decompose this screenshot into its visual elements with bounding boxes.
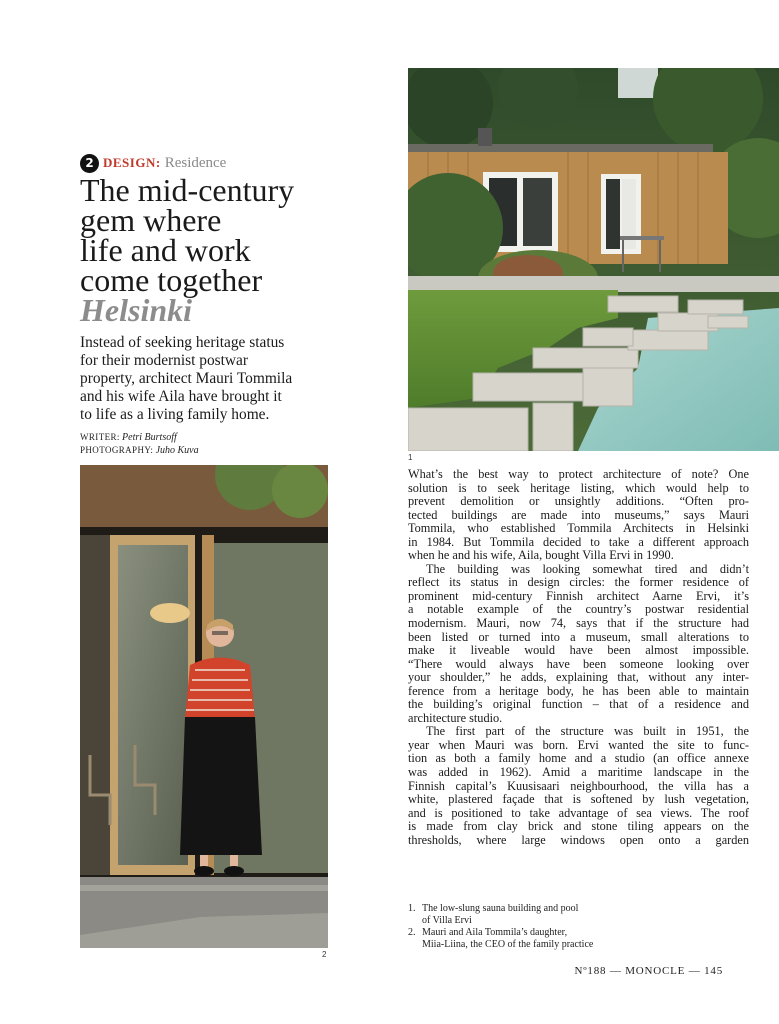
body-line: Tommila, who established Tommila Architects in Helsinki (408, 522, 749, 536)
caption-number: 1. (408, 903, 416, 914)
body-line: when he and his wife, Aila, bought Villa Ervi in 1990. (408, 549, 674, 563)
photo-sauna-and-pool (408, 68, 779, 451)
body-line: The first part of the structure was built in 1951, the (426, 725, 749, 739)
standfirst-line: and his wife Aila have brought it (80, 388, 282, 405)
writer-label: WRITER: (80, 432, 120, 442)
caption-line: of Villa Ervi (422, 915, 472, 926)
body-line: thresholds, where large windows open onto a garden (408, 833, 749, 847)
body-line: been listed or turned into a museum, small alterations to (408, 630, 749, 644)
caption-text (422, 927, 593, 951)
body-line: tion as both a family home and a studio (an office annexe (408, 752, 749, 766)
body-line: make it liveable would have been almost impossible. (408, 644, 749, 658)
photo-sauna-illustration (408, 68, 779, 451)
body-line: white, plastered façade that is softened by lush vegetation, (408, 793, 749, 807)
writer-credit (80, 431, 199, 444)
photo-portrait-illustration (80, 465, 328, 948)
caption-1 (408, 903, 708, 927)
standfirst-line: for their modernist postwar (80, 352, 248, 369)
body-line: tected buildings are made into museums,” says Mauri (408, 508, 749, 522)
body-line: prominent mid-century Finnish architect Aarne Ervi, it’s (408, 589, 749, 603)
caption-2 (408, 927, 708, 951)
page-folio: Nº188 — MONOCLE — 145 (574, 965, 723, 977)
caption-line: The low-slung sauna building and pool (422, 903, 579, 914)
headline-line: come together (80, 262, 263, 298)
body-line: The building was looking somewhat tired and didn’t (426, 562, 749, 576)
caption-line: Miia-Liina, the CEO of the family practice (422, 939, 594, 950)
body-line: was added in 1962). Amid a maritime landscape in the (408, 766, 749, 780)
standfirst-line: property, architect Mauri Tommila (80, 370, 293, 387)
writer-name: Petri Burtsoff (122, 432, 177, 443)
standfirst-line: Instead of seeking heritage status (80, 334, 285, 351)
body-line: your shoulder,” he adds, explaining that, without any inter- (408, 671, 749, 685)
section-subject: Residence (164, 154, 227, 171)
caption-text (422, 903, 578, 927)
body-line: What’s the best way to protect architecture of note? One (408, 468, 749, 481)
headline-line: life and work (80, 232, 251, 268)
body-line: a notable example of the country’s postwar residential (408, 603, 749, 617)
body-line: and is positioned to take advantage of sea views. The roof (408, 806, 749, 820)
photo-portrait (80, 465, 328, 948)
section-tag (80, 153, 226, 173)
body-line: modernism. Mauri, now 74, says that if the structure had (408, 617, 749, 631)
body-line: Finnish capital’s Kuusisaari neighbourhood, the villa has a (408, 779, 749, 793)
section-number-badge: 2 (80, 154, 99, 173)
headline-city: Helsinki (80, 292, 193, 328)
body-line: is made from clay brick and stone tiling appears on the (408, 820, 749, 834)
body-line: in 1984. But Tommila decided to take a different approach (408, 535, 749, 549)
photography-label: PHOTOGRAPHY: (80, 445, 154, 455)
headline-line: gem where (80, 202, 222, 238)
body-line: prevent demolition or unsightly additions. “Often pro- (408, 495, 749, 509)
headline-line: The mid-century (80, 172, 295, 208)
photographer-name: Juho Kuva (155, 445, 199, 456)
standfirst-line: to life as a living family home. (80, 406, 270, 423)
section-kicker: DESIGN: (103, 155, 161, 170)
body-line: “There would always have been someone looking over (408, 657, 749, 671)
body-line: solution is to seek heritage listing, which would help to (408, 481, 749, 495)
photo-captions (408, 903, 708, 951)
standfirst (80, 334, 325, 424)
photo2-number: 2 (322, 950, 327, 959)
body-line: the building’s original function – that of a residence and (408, 698, 749, 712)
headline (80, 172, 400, 328)
photo1-number: 1 (408, 453, 413, 462)
body-line: reflect its status in design circles: the former residence of (408, 576, 749, 590)
caption-line: Mauri and Aila Tommila’s daughter, (422, 927, 568, 938)
photography-credit (80, 444, 199, 457)
body-line: ference from a heritage body, he has been able to maintain (408, 684, 749, 698)
credits (80, 431, 199, 457)
body-line: architecture studio. (408, 711, 503, 725)
article-body (408, 468, 749, 847)
caption-number: 2. (408, 927, 416, 938)
body-line: year when Mauri was born. Ervi wanted the site to func- (408, 738, 749, 752)
